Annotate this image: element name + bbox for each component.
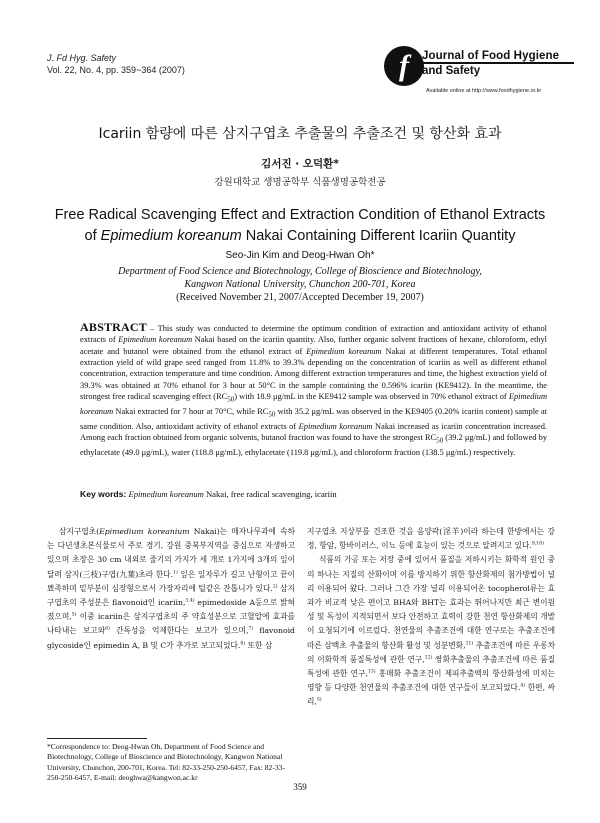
body-paragraph — [307, 553, 555, 709]
abstract-text: Nakai at different temperatures. Total ethanol extraction yield of wild grape seed ranged from 11.8% to 39.3% depending on the concentration of icariin as well as different ethanol concentration, extraction temperature and time condition. Among different extraction temperatures and time, the highest extraction yield of 39.3% was obtained at 70% ethanol for 3 hour at 50°C in the sample containing the 0.596% icariin (KE9412). In the meantime, the strongest free radical scavenging effect (RC — [80, 346, 548, 402]
page-number: 359 — [293, 782, 307, 792]
journal-reference — [47, 52, 185, 76]
journal-name: J. Fd Hyg. Safety — [47, 53, 117, 63]
abstract-text: Nakai extracted for 7 hour at 70°C, while RC — [113, 407, 269, 417]
body-text: 이중 icariin은 삼지구엽초의 주 약효성분으로 고혈압에 효과를 나타내는 보고와 — [47, 612, 295, 636]
title-text: Nakai Containing Different Icariin Quantity — [241, 228, 516, 244]
abstract-text: (39.2 μg/mL) and followed by ethylacetate (49.0 μg/mL), water (118.8 μg/mL), ethylacetate (119.8 μg/mL), and chloroform fraction (138.5 μg/mL) respectively. — [80, 433, 548, 458]
affiliation-line: Kangwon National University, Chunchon 200-701, Korea — [184, 278, 416, 290]
citation: 13) — [367, 669, 376, 675]
body-text: 홍매화 추출조건이 제피추출액의 항산화성에 미치는 영향 등 다양한 천연물의 추출조건에 대한 연구들이 보고되었다. — [307, 669, 555, 693]
title-species: Epimedium koreanum — [100, 228, 242, 244]
korean-authors: 김서진 · 오덕환* — [261, 158, 339, 170]
citation: 11) — [465, 641, 474, 647]
subscript: 50 — [268, 410, 276, 419]
abstract — [80, 322, 547, 459]
english-title — [0, 205, 600, 247]
keywords-text: Nakai, free radical scavenging, icariin — [203, 489, 337, 499]
citation: 6) — [105, 626, 110, 632]
body-text: 삼지구엽초( — [59, 527, 100, 536]
journal-logo-url: Available online at http://www.foodhygiene.or.kr — [426, 88, 542, 94]
subscript: 50 — [436, 437, 444, 446]
abstract-species: Epimedium koreanum — [298, 422, 373, 432]
journal-logo-line2: and Safety — [422, 65, 481, 77]
body-text: 지구엽초 지상부를 건조한 것을 음양곽(淫羊)이라 하는데 한방에서는 강정, 항암, 항바이러스, 이뇨 등에 효능이 있는 것으로 알려지고 있다. — [307, 527, 555, 551]
abstract-label: ABSTRACT — [80, 320, 147, 334]
body-text: 한편, 싸리, — [307, 683, 555, 707]
citation: 5) — [71, 612, 77, 618]
body-text: 쌍화추출물의 추출조건에 따른 품질특성에 관한 연구, — [307, 654, 555, 679]
journal-logo-line1: Journal of Food Hygiene — [422, 50, 560, 62]
body-paragraph — [307, 525, 555, 553]
abstract-text: ) with 18.9 μg/mL in the KE9412 sample was observed in 70% ethanol extract of — [234, 392, 509, 402]
citation: 4) — [520, 683, 526, 689]
abstract-text: with 35.2 μg/mL was observed in the KE9405 (0.20% icariin content) sample at same condition. Also, antioxidant activity of ethanol extracts of — [80, 407, 547, 432]
citation: 9,10) — [531, 541, 544, 547]
journal-logo-divider — [420, 62, 574, 64]
citation: 1) — [173, 570, 178, 576]
subscript: 50 — [227, 395, 235, 404]
journal-logo — [384, 42, 574, 100]
korean-title: Icariin 함량에 따른 삼지구엽초 추출물의 추출조건 및 항산화 효과 — [98, 126, 502, 142]
keywords-label: Key words: — [80, 489, 127, 499]
journal-volume: Vol. 22, No. 4, pp. 359~364 (2007) — [47, 65, 185, 75]
received-dates: (Received November 21, 2007/Accepted December 19, 2007) — [176, 291, 424, 303]
english-title-line2 — [0, 226, 600, 247]
body-text: 잎은 일자루가 길고 난형이고 끝이 뾰족하며 밑부분이 심장형으로서 가장자리에 털같은 잔톱니가 있다. — [47, 569, 296, 593]
korean-affiliation: 강원대학교 생명공학부 식품생명공학전공 — [214, 177, 386, 188]
english-title-line1: Free Radical Scavenging Effect and Extraction Condition of Ethanol Extracts — [54, 207, 546, 223]
abstract-species: Epimedium koreanum — [80, 392, 548, 417]
affiliation-line: Department of Food Science and Biotechnology, College of Bioscience and Biotechnology, — [118, 266, 482, 277]
title-text: of — [84, 228, 101, 244]
body-text: 식품의 가공 또는 저장 중에 있어서 품질을 저하시키는 화학적 원인 중의 하나는 지질의 산화이며 이를 방지하기 위한 항산화제의 첨가방법이 널리 이용되어 왔다. 그러나 그간 가장 널리 이용되어온 tocopherol류는 효과가 비교적 낮은 편이고 BHA와 BHT는 효과는 뛰어나지만 최근 변이원성 및 독성이 지적되면서 보다 안전하고 효력이 강한 천연 항산화제의 개발이 요청되기에 이르렀다. 천연물의 추출조건에 대한 연구로는 추출조건에 따른 삼백초 추출물의 항산화 활성 및 성분변화, — [307, 555, 555, 650]
keywords-species: Epimedium koreanum — [128, 489, 204, 499]
body-text: 삼지구엽초의 주성분은 flavonoid인 icariin, — [47, 583, 296, 608]
citation: 3,4) — [185, 598, 195, 604]
correspondence-footnote: *Correspondence to: Deog-Hwan Oh, Department of Food Science and Biotechnology, College of Bioscience and Biotechnology, Kangwon National University, Chunchon, 200-701, Korea. Tel: 82-33-250-250-6457, Fax: 82-33-250-250-6457, E-mail: deoghwa@kangwon.ac.kr — [47, 742, 286, 782]
journal-logo-icon: f — [384, 46, 424, 86]
body-column-right — [307, 525, 555, 710]
abstract-text: Nakai based on the icariin quantity. Also, further organic solvent fractions of hexane, chloroform, ethyl acetate and butanol were obtained from the ethanol extract of — [80, 335, 547, 356]
citation: 5) — [316, 697, 322, 703]
body-species: Epimedium koreanium — [99, 527, 190, 536]
citation: 7) — [248, 626, 254, 632]
body-text: Nakai)는 매자나무과에 속하는 다년생초본식물로서 주로 경기, 강원 중북부지역을 중심으로 자생하고 있으며 초장은 30 cm 내외로 줄기의 가지가 세 개로 1가지에 3개의 잎이 달려 삼지(三枝)구엽(九葉)초라 한다. — [47, 527, 295, 579]
keywords — [80, 489, 547, 499]
body-text: 또한 삼 — [245, 640, 273, 650]
abstract-text: – This study was conducted to determine the optimum condition of extraction and antioxidant activity of ethanol extracts of — [80, 324, 547, 345]
citation: 8) — [240, 641, 246, 647]
body-paragraph — [47, 525, 295, 653]
citation: 12) — [424, 655, 433, 661]
body-column-left — [47, 525, 295, 653]
english-authors: Seo-Jin Kim and Deog-Hwan Oh* — [225, 250, 375, 261]
english-affiliation — [0, 266, 600, 304]
abstract-species: Epimedium koreanum — [306, 346, 382, 356]
footnote-divider — [47, 738, 147, 739]
abstract-text: Nakai increased as icariin concentration increased. Among each fraction obtained from organic solvents, butanol fraction was found to have the strongest RC — [80, 422, 547, 443]
citation: 2) — [272, 584, 278, 590]
body-text: 추출조건에 따른 우롱차의 이화학적 품질특성에 관한 연구, — [307, 640, 556, 664]
body-text: 간독성을 억제한다는 보고가 있으며, — [109, 626, 249, 636]
abstract-species: Epimedium koreanum — [118, 335, 193, 345]
body-text: flavonoid glycoside인 epimedin A, B 및 C가 추가로 보고되었다. — [47, 626, 295, 650]
body-text: epimedoside A등으로 밝혀졌으며, — [47, 598, 295, 622]
